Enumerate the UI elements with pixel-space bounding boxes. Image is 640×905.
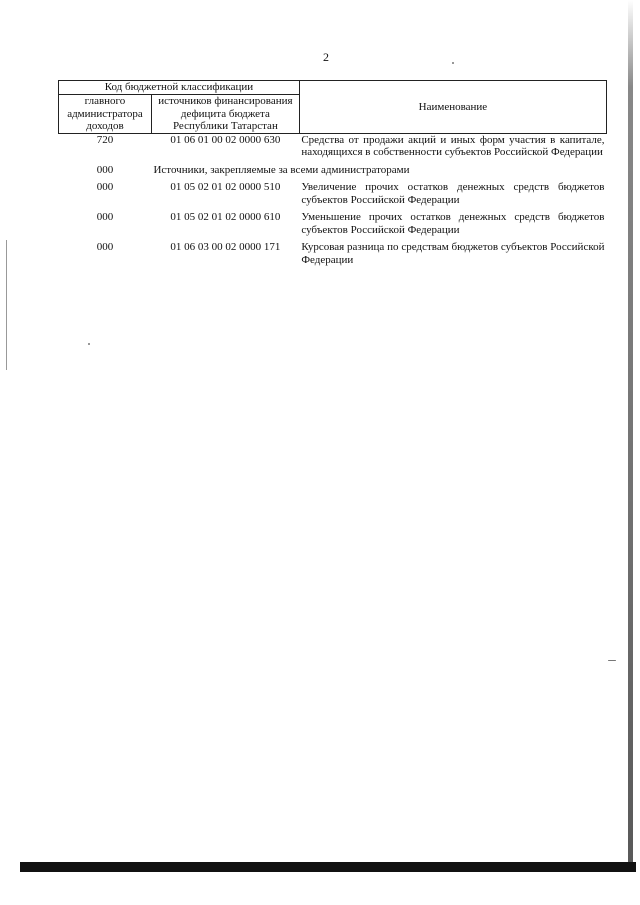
row-name: Курсовая разница по средствам бюджетов субъектов Российской Федерации <box>301 241 605 266</box>
admin-code: 720 <box>96 133 114 146</box>
row-name: Уменьшение прочих остатков денежных средств бюджетов субъектов Российской Федерации <box>301 211 605 236</box>
page-number: 2 <box>323 50 329 64</box>
source-code: 01 05 02 01 02 0000 510 <box>170 181 281 193</box>
header-main-administrator: главного администратора доходов <box>59 95 152 134</box>
header-budget-classification-code: Код бюджетной классификации <box>59 81 300 95</box>
row-name: Источники, закрепляемые за всеми администраторами <box>153 163 410 176</box>
table-row <box>59 164 607 177</box>
admin-code: 000 <box>96 211 114 223</box>
row-name: Увеличение прочих остатков денежных средств бюджетов субъектов Российской Федерации <box>301 181 605 206</box>
table-row <box>59 181 607 206</box>
source-code: 01 06 03 00 02 0000 171 <box>170 241 281 253</box>
source-code: 01 06 01 00 02 0000 630 <box>170 133 281 146</box>
table-row <box>59 241 607 266</box>
admin-code: 000 <box>96 181 114 193</box>
row-name: Средства от продажи акций и иных форм участия в капитале, находящихся в собственности субъектов Российской Федерации <box>301 133 605 158</box>
budget-classification-table <box>58 80 607 266</box>
scan-left-edge <box>6 240 7 370</box>
admin-code: 000 <box>96 241 114 253</box>
header-name: Наименование <box>299 81 606 134</box>
scan-speck <box>452 62 454 64</box>
scan-bottom-edge <box>20 862 636 872</box>
table-row <box>59 133 607 159</box>
scan-right-edge <box>628 0 633 872</box>
scan-speck <box>608 660 616 661</box>
source-code: 01 05 02 01 02 0000 610 <box>170 211 281 223</box>
table-row <box>59 211 607 236</box>
scan-speck <box>88 343 90 345</box>
admin-code: 000 <box>96 163 114 176</box>
header-financing-sources: источников финансирования дефицита бюджета Республики Татарстан <box>151 95 299 134</box>
